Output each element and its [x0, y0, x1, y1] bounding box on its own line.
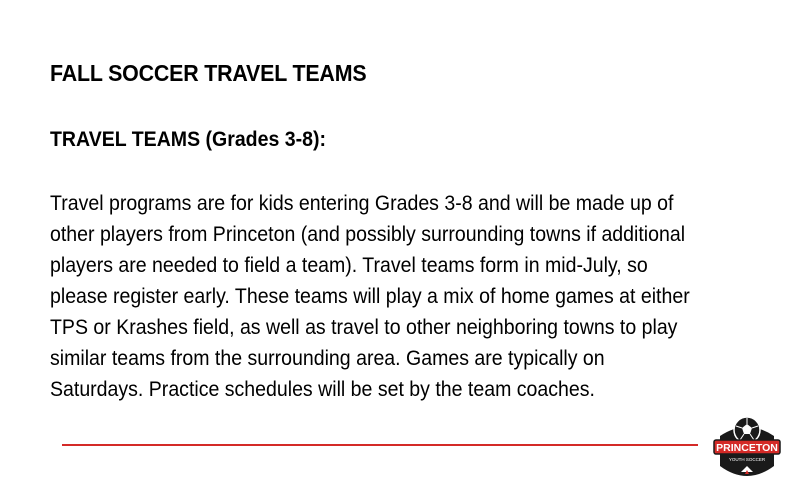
paragraph-line: please register early. These teams will play a mix of home games at either: [50, 285, 690, 308]
description-paragraph: [50, 188, 748, 405]
section-subtitle: TRAVEL TEAMS (Grades 3-8):: [50, 128, 327, 151]
logo-name: PRINCETON: [716, 442, 778, 454]
logo-tagline: YOUTH SOCCER: [728, 457, 766, 462]
paragraph-line: TPS or Krashes field, as well as travel to other neighboring towns to play: [50, 316, 678, 339]
paragraph-line: other players from Princeton (and possibly surrounding towns if additional: [50, 223, 686, 246]
paragraph-line: similar teams from the surrounding area. Games are typically on: [50, 347, 605, 370]
page-title: FALL SOCCER TRAVEL TEAMS: [50, 60, 367, 86]
princeton-youth-soccer-logo: [712, 414, 782, 486]
soccer-ball-icon: [734, 417, 760, 443]
divider-line: [62, 444, 698, 446]
paragraph-line: players are needed to field a team). Travel teams form in mid-July, so: [50, 254, 648, 277]
paragraph-line: Travel programs are for kids entering Grades 3-8 and will be made up of: [50, 192, 674, 215]
paragraph-line: Saturdays. Practice schedules will be set by the team coaches.: [50, 378, 595, 401]
